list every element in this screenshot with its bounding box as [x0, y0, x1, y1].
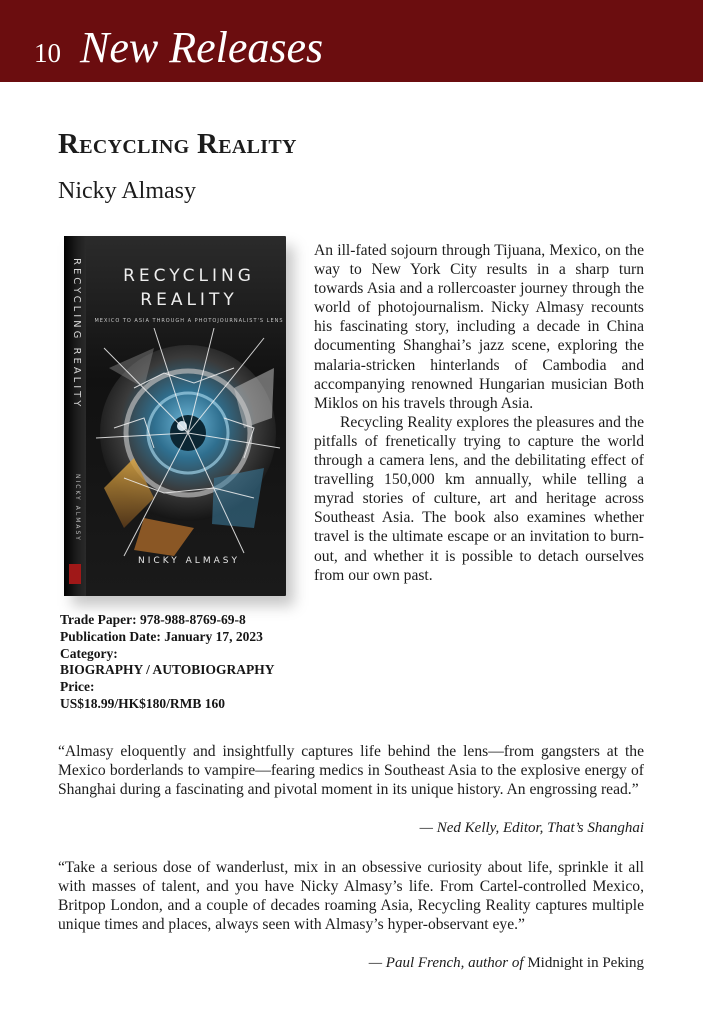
- book-author: Nicky Almasy: [58, 178, 196, 204]
- review-quote: “Almasy eloquently and insightfully captures life behind the lens—from gangsters at the Mexico borderlands to vampire—fearing medics in Southeast Asia to the explosive energy of Shanghai during a fascinating and pivotal moment in its unique history. An engrossing read.”: [58, 743, 644, 799]
- publication-date: Publication Date: January 17, 2023: [60, 628, 263, 644]
- cover-spine: [64, 236, 86, 596]
- publisher-mark: [69, 564, 81, 584]
- book-title: Recycling Reality: [58, 128, 297, 160]
- review-quote: “Take a serious dose of wanderlust, mix in an obsessive curiosity about life, sprinkle it all with masses of talent, and you have Nicky Almasy’s life. From Cartel-controlled Mexico, Britpop London, and a couple of decades roaming Asia, Recycling Reality captures multiple unique times and places, always seen with Almasy’s hyper-observant eye.”: [58, 859, 644, 934]
- book-metadata: [60, 612, 275, 713]
- attribution-text: — Paul French, author of: [368, 955, 524, 971]
- page-header: [0, 0, 703, 82]
- review-attribution: — Ned Kelly, Editor, That’s Shanghai: [419, 820, 644, 836]
- spine-title: RECYCLING REALITY: [71, 258, 82, 410]
- category-label: Category:: [60, 645, 118, 661]
- trade-paper-isbn: Trade Paper: 978-988-8769-69-8: [60, 612, 246, 627]
- price-value: US$18.99/HK$180/RMB 160: [60, 695, 226, 711]
- description-paragraph: An ill-fated sojourn through Tijuana, Mexico, on the way to New York City results in a sharp turn towards Asia and a rollercoaster journey through the world of photojournalism. Nicky Almasy recounts his fascinating story, including a decade in China documenting Shanghai’s jazz scene, exploring the malaria-stricken hinterlands of Cambodia and accompanying renowned Hungarian musician Both Miklos on his travels through Asia.: [314, 242, 644, 412]
- book-description: [314, 241, 644, 585]
- category-value: BIOGRAPHY / AUTOBIOGRAPHY: [60, 662, 275, 678]
- cover-front: [64, 236, 286, 596]
- cover-title-line1: RECYCLING: [123, 266, 255, 286]
- book-cover: [64, 236, 296, 602]
- price-label: Price:: [60, 679, 95, 695]
- cover-author: NICKY ALMASY: [138, 556, 240, 566]
- cover-subtitle: MEXICO TO ASIA THROUGH A PHOTOJOURNALIST'S LENS: [94, 318, 284, 324]
- description-paragraph: Recycling Reality explores the pleasures and the pitfalls of frenetically trying to capture the world through a camera lens, and the debilitating effect of travelling 150,000 km annually, while telling a myrad stories of culture, art and heritage across Southeast Asia. The book also examines whether travel is the ultimate escape or an invitation to burn-out, and whether it is possible to detach ourselves from our own past.: [314, 413, 644, 584]
- cover-shattered-lens-art: [94, 328, 282, 558]
- page-number: 10: [34, 38, 61, 68]
- review-attribution: [369, 955, 644, 972]
- section-title: New Releases: [80, 23, 324, 72]
- cover-title-line2: REALITY: [140, 290, 238, 310]
- spine-author: NICKY ALMASY: [74, 474, 81, 542]
- attribution-work-title: Midnight in Peking: [527, 955, 644, 971]
